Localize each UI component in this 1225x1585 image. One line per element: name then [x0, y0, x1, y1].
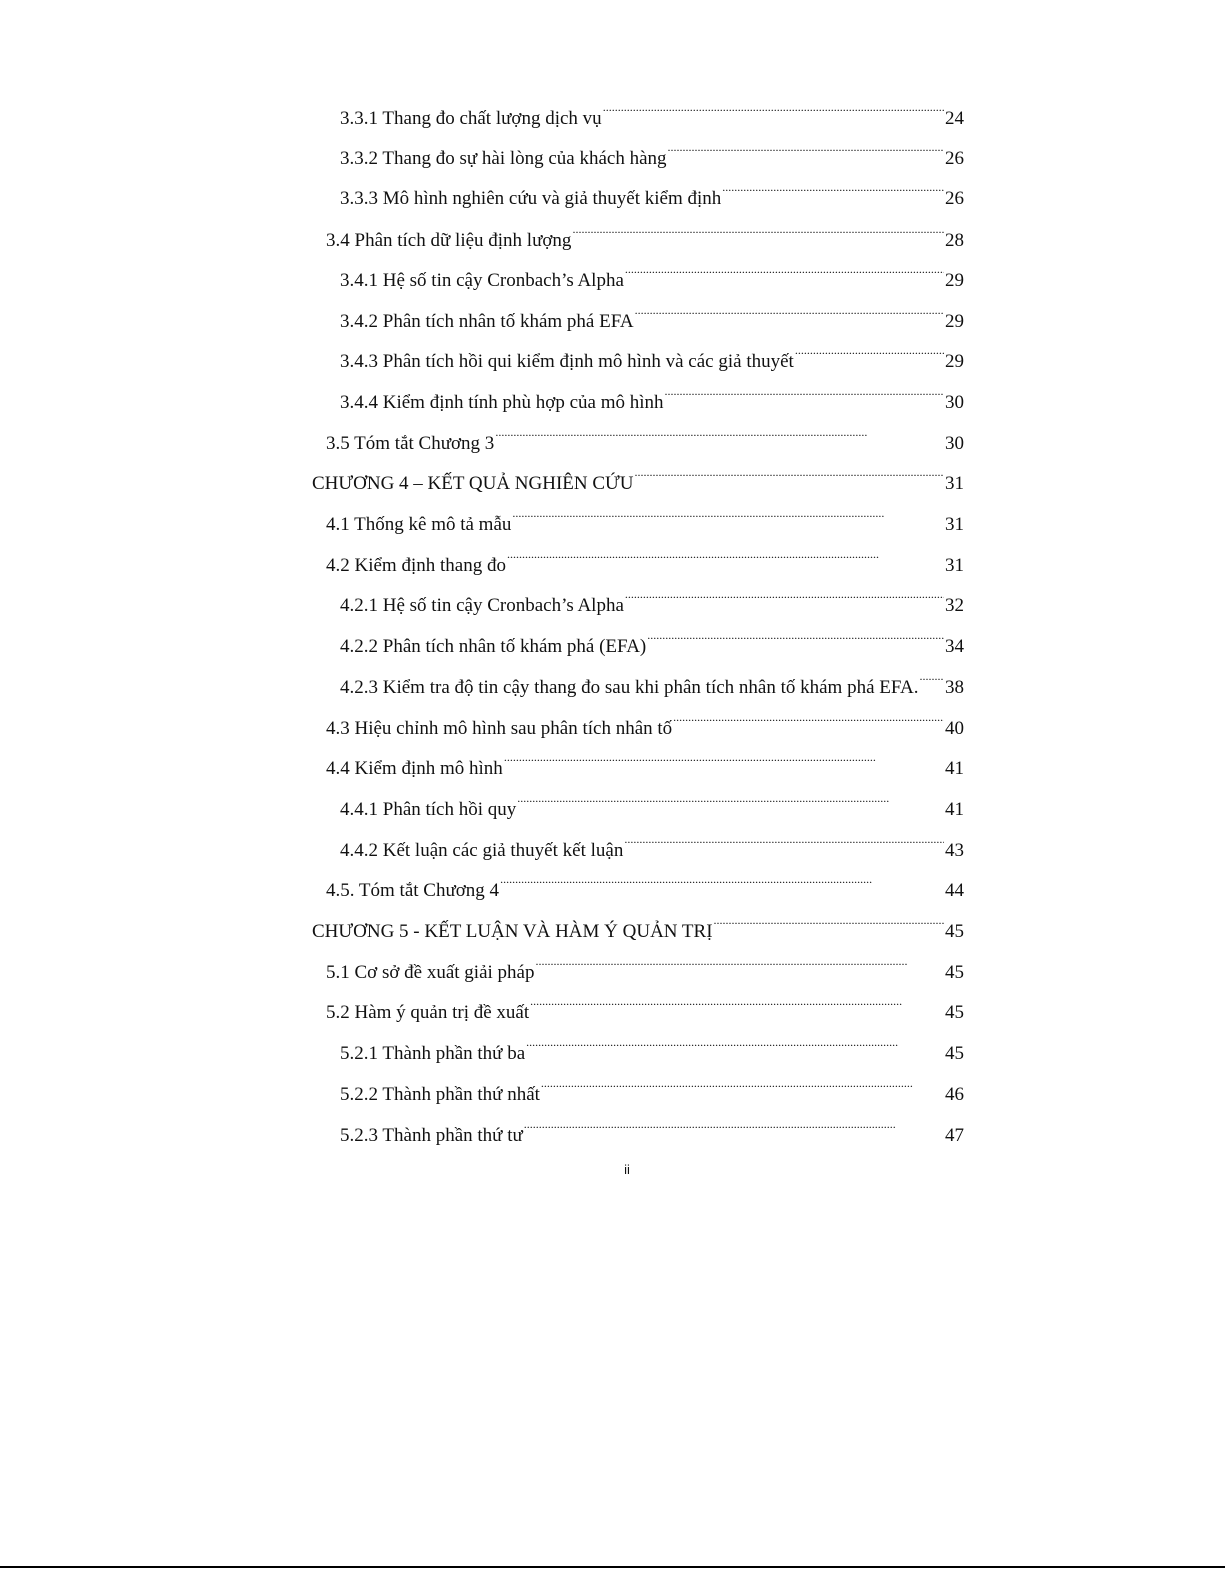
toc-entry-4-2-3[interactable] [340, 671, 964, 701]
toc-entry-page: 43 [945, 840, 964, 861]
dot-leader [504, 752, 944, 774]
toc-entry-page: 29 [945, 270, 964, 291]
toc-entry-page: 31 [945, 555, 964, 576]
toc-entry-title: 4.4.2 Kết luận các giả thuyết kết luận [340, 840, 624, 861]
toc-entry-page: 24 [945, 108, 964, 129]
dot-leader [495, 427, 944, 449]
dot-leader [624, 834, 944, 856]
dot-leader [920, 671, 944, 693]
toc-entry-page: 30 [945, 433, 964, 454]
dot-leader [526, 1037, 944, 1059]
toc-entry-title: 4.5. Tóm tắt Chương 4 [326, 880, 500, 901]
toc-entry-page: 41 [945, 799, 964, 820]
toc-entry-4-2-1[interactable] [340, 589, 964, 619]
toc-entry-3-4-3[interactable] [340, 345, 964, 375]
toc-entry-4-1[interactable] [326, 508, 964, 538]
toc-entry-page: 45 [945, 921, 964, 942]
dot-leader [530, 996, 944, 1018]
toc-entry-page: 30 [945, 392, 964, 413]
toc-entry-page: 44 [945, 880, 964, 901]
toc-entry-page: 45 [945, 962, 964, 983]
toc-entry-title: 4.3 Hiệu chỉnh mô hình sau phân tích nhân tố [326, 718, 673, 739]
dot-leader [714, 915, 944, 937]
page-number: ii [624, 1162, 630, 1177]
toc-entry-title: 3.4.3 Phân tích hồi qui kiểm định mô hình và các giả thuyết [340, 351, 794, 372]
toc-entry-3-4[interactable] [326, 224, 964, 254]
toc-entry-5-2[interactable] [326, 996, 964, 1026]
dot-leader [535, 956, 944, 978]
toc-entry-5-1[interactable] [326, 956, 964, 986]
dot-leader [507, 549, 944, 571]
toc-entry-page: 32 [945, 595, 964, 616]
toc-entry-page: 26 [945, 148, 964, 169]
dot-leader [512, 508, 944, 530]
toc-entry-title: 3.3.3 Mô hình nghiên cứu và giả thuyết kiểm định [340, 188, 722, 209]
toc-entry-title: CHƯƠNG 4 – KẾT QUẢ NGHIÊN CỨU [312, 473, 634, 494]
toc-entry-title: 5.2.2 Thành phần thứ nhất [340, 1084, 540, 1105]
toc-entry-title: 4.4.1 Phân tích hồi quy [340, 799, 517, 820]
toc-entry-4-2-2[interactable] [340, 630, 964, 660]
bottom-divider [0, 1566, 1225, 1568]
dot-leader [541, 1078, 944, 1100]
toc-entry-page: 46 [945, 1084, 964, 1105]
dot-leader [625, 264, 944, 286]
toc-entry-3-3-1[interactable] [340, 102, 964, 132]
toc-entry-chapter-5[interactable] [312, 915, 964, 945]
toc-entry-title: 4.2 Kiểm định thang đo [326, 555, 506, 576]
toc-entry-page: 31 [945, 473, 964, 494]
toc-entry-title: 3.4.2 Phân tích nhân tố khám phá EFA [340, 311, 634, 332]
dot-leader [722, 182, 944, 204]
toc-entry-page: 45 [945, 1002, 964, 1023]
toc-entry-title: 5.2.1 Thành phần thứ ba [340, 1043, 526, 1064]
dot-leader [625, 589, 944, 611]
toc-entry-title: 5.2.3 Thành phần thứ tư [340, 1125, 523, 1146]
toc-entry-title: 3.4.4 Kiểm định tính phù hợp của mô hình [340, 392, 664, 413]
dot-leader [635, 305, 944, 327]
dot-leader [673, 712, 944, 734]
toc-entry-3-4-1[interactable] [340, 264, 964, 294]
toc-entry-4-4-2[interactable] [340, 834, 964, 864]
dot-leader [795, 345, 944, 367]
toc-entry-4-4[interactable] [326, 752, 964, 782]
toc-entry-4-3[interactable] [326, 712, 964, 742]
toc-entry-page: 41 [945, 758, 964, 779]
toc-entry-page: 26 [945, 188, 964, 209]
toc-entry-3-4-2[interactable] [340, 305, 964, 335]
toc-entry-page: 29 [945, 311, 964, 332]
toc-entry-page: 31 [945, 514, 964, 535]
toc-entry-title: 5.2 Hàm ý quản trị đề xuất [326, 1002, 530, 1023]
toc-entry-title: 4.2.3 Kiểm tra độ tin cậy thang đo sau khi phân tích nhân tố khám phá EFA. [340, 677, 919, 698]
toc-entry-3-3-2[interactable] [340, 142, 964, 172]
toc-entry-page: 38 [945, 677, 964, 698]
dot-leader [500, 874, 944, 896]
dot-leader [647, 630, 944, 652]
toc-entry-3-3-3[interactable] [340, 182, 964, 212]
toc-entry-chapter-4[interactable] [312, 467, 964, 497]
dot-leader [603, 102, 944, 124]
toc-entry-3-4-4[interactable] [340, 386, 964, 416]
dot-leader [572, 224, 944, 246]
toc-entry-page: 28 [945, 230, 964, 251]
toc-entry-title: 4.1 Thống kê mô tả mẫu [326, 514, 512, 535]
toc-entry-title: 3.4.1 Hệ số tin cậy Cronbach’s Alpha [340, 270, 624, 291]
toc-entry-title: 3.4 Phân tích dữ liệu định lượng [326, 230, 572, 251]
toc-entry-5-2-3[interactable] [340, 1119, 964, 1149]
toc-entry-4-5[interactable] [326, 874, 964, 904]
toc-entry-4-2[interactable] [326, 549, 964, 579]
toc-entry-4-4-1[interactable] [340, 793, 964, 823]
toc-entry-5-2-1[interactable] [340, 1037, 964, 1067]
toc-entry-title: 4.2.1 Hệ số tin cậy Cronbach’s Alpha [340, 595, 624, 616]
dot-leader [668, 142, 944, 164]
dot-leader [517, 793, 944, 815]
dot-leader [665, 386, 944, 408]
dot-leader [524, 1119, 944, 1141]
toc-entry-page: 40 [945, 718, 964, 739]
toc-entry-title: CHƯƠNG 5 - KẾT LUẬN VÀ HÀM Ý QUẢN TRỊ [312, 921, 713, 942]
toc-entry-title: 3.5 Tóm tắt Chương 3 [326, 433, 495, 454]
toc-entry-page: 45 [945, 1043, 964, 1064]
toc-entry-page: 29 [945, 351, 964, 372]
toc-entry-title: 5.1 Cơ sở đề xuất giải pháp [326, 962, 535, 983]
toc-entry-3-5[interactable] [326, 427, 964, 457]
toc-entry-page: 34 [945, 636, 964, 657]
toc-entry-5-2-2[interactable] [340, 1078, 964, 1108]
toc-entry-title: 4.4 Kiểm định mô hình [326, 758, 503, 779]
toc-entry-title: 4.2.2 Phân tích nhân tố khám phá (EFA) [340, 636, 647, 657]
toc-entry-page: 47 [945, 1125, 964, 1146]
toc-entry-title: 3.3.2 Thang đo sự hài lòng của khách hàng [340, 148, 667, 169]
toc-entry-title: 3.3.1 Thang đo chất lượng dịch vụ [340, 108, 602, 129]
dot-leader [635, 467, 944, 489]
